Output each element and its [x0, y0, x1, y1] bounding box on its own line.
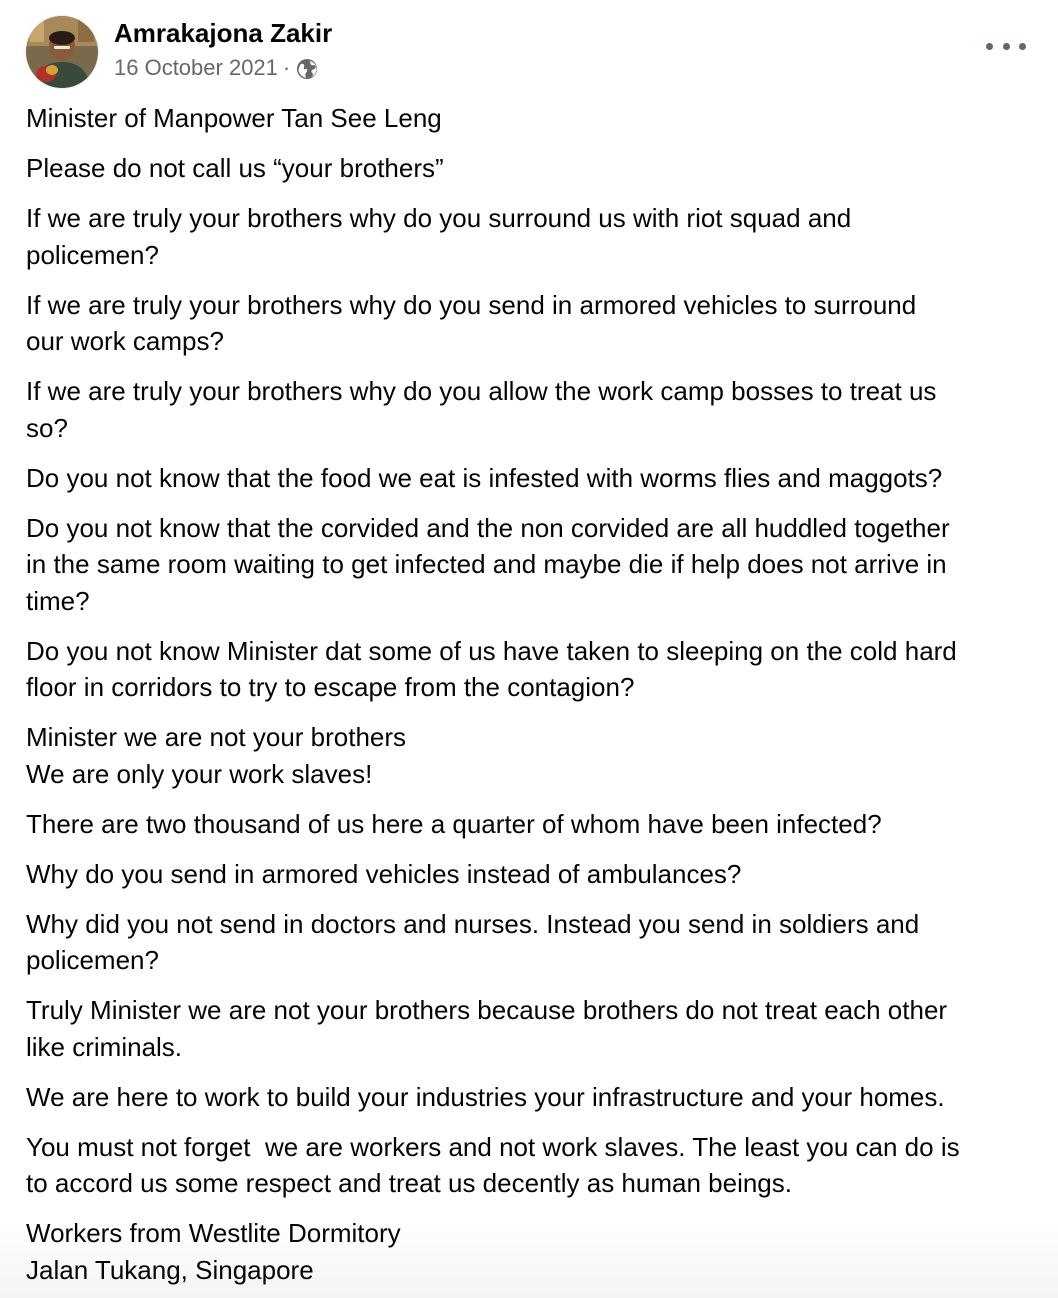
avatar[interactable] [26, 16, 98, 88]
post-line: Workers from Westlite Dormitory [26, 1218, 401, 1248]
post-line: our work camps? [26, 326, 224, 356]
post-line: like criminals. [26, 1031, 183, 1062]
post-paragraph [26, 200, 1041, 273]
post-paragraph [26, 100, 1041, 137]
globe-icon[interactable] [296, 58, 318, 80]
more-dot [1003, 43, 1010, 50]
more-dot [1019, 43, 1026, 50]
post-line: Why did you not send in doctors and nurses. Instead you send in soldiers and [26, 908, 920, 939]
post-paragraph [26, 992, 1041, 1065]
post-paragraph [26, 150, 1041, 187]
post-line: We are here to work to build your industries your infrastructure and your homes. [26, 1081, 945, 1112]
post-header [26, 16, 1032, 88]
post-line: to accord us some respect and treat us decently as human beings. [26, 1168, 792, 1198]
post-paragraph [26, 906, 1041, 979]
post-paragraph [26, 806, 1041, 843]
post-paragraph [26, 287, 1041, 360]
post-line: floor in corridors to try to escape from the contagion? [26, 672, 635, 702]
author-name[interactable]: Amrakajona Zakir [114, 18, 333, 48]
post-line: Do you not know that the food we eat is infested with worms flies and maggots? [26, 462, 943, 493]
meta-separator: · [282, 55, 291, 80]
post-paragraph [26, 1129, 1041, 1202]
post-line: in the same room waiting to get infected and maybe die if help does not arrive in [26, 549, 947, 579]
avatar-image [26, 16, 98, 88]
post-date[interactable]: 16 October 2021 [114, 55, 278, 80]
post-paragraph [26, 373, 1041, 446]
post-line: Do you not know Minister dat some of us have taken to sleeping on the cold hard [26, 635, 957, 666]
post-line: Please do not call us “your brothers” [26, 153, 444, 183]
post-line: Jalan Tukang, Singapore [26, 1254, 314, 1285]
post-line: Do you not know that the corvided and the non corvided are all huddled together [26, 512, 950, 543]
post-text [26, 100, 1041, 1288]
post-line: time? [26, 585, 90, 616]
post-paragraph [26, 1215, 1041, 1288]
post-line: Minister of Manpower Tan See Leng [26, 103, 442, 133]
post-line: policemen? [26, 945, 159, 975]
post-line: We are only your work slaves! [26, 758, 373, 789]
post-meta [114, 54, 318, 82]
post-paragraph [26, 633, 1041, 706]
post-paragraph [26, 719, 1041, 792]
post-line: If we are truly your brothers why do you send in armored vehicles to surround [26, 289, 917, 320]
post-paragraph [26, 510, 1041, 620]
post-line: If we are truly your brothers why do you surround us with riot squad and [26, 203, 852, 233]
post-line: so? [26, 412, 68, 443]
post-line: Truly Minister we are not your brothers because brothers do not treat each other [26, 995, 948, 1025]
post-paragraph [26, 856, 1041, 893]
post-line: You must not forget we are workers and not work slaves. The least you can do is [26, 1131, 960, 1162]
post-line: Minister we are not your brothers [26, 722, 407, 752]
post-line: There are two thousand of us here a quarter of whom have been infected? [26, 808, 882, 839]
more-options-icon[interactable] [986, 34, 1026, 58]
post-line: If we are truly your brothers why do you allow the work camp bosses to treat us [26, 376, 937, 406]
more-dot [986, 43, 993, 50]
post-paragraph [26, 460, 1041, 497]
post-paragraph [26, 1079, 1041, 1116]
post-line: Why do you send in armored vehicles instead of ambulances? [26, 858, 742, 889]
post-line: policemen? [26, 239, 159, 270]
